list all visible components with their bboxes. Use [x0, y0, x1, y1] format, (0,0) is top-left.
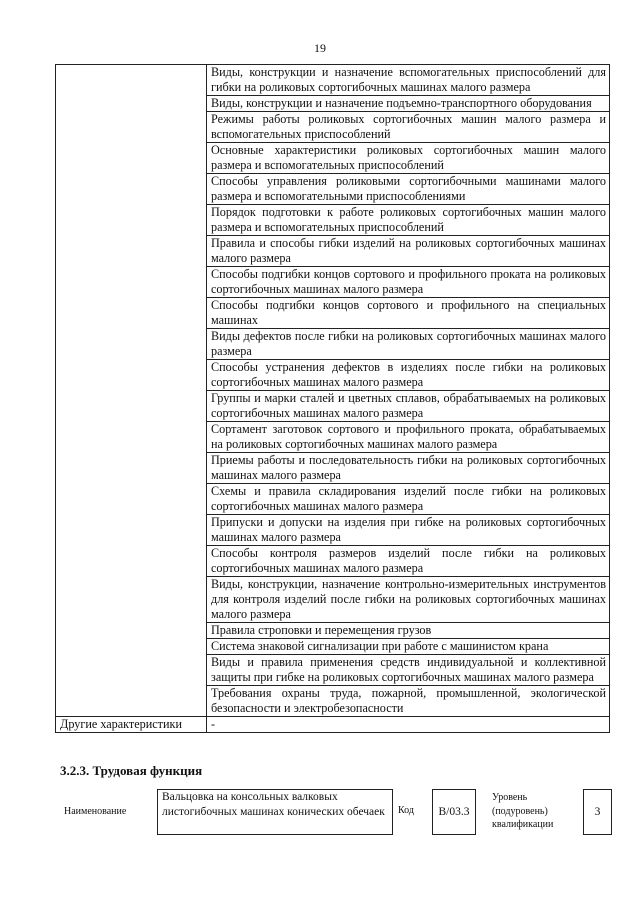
knowledge-item: Виды, конструкции и назначение вспомогательных приспособлений для гибки на роликовых сортогибочных машинах малого размера: [207, 65, 610, 96]
qualification-level-label: Уровень (подуровень) квалификации: [492, 792, 554, 830]
function-name-box: Вальцовка на консольных валковых листогибочных машинах конических обечаек: [157, 789, 393, 835]
knowledge-item: Порядок подготовки к работе роликовых сортогибочных машин малого размера и вспомогательных приспособлений: [207, 205, 610, 236]
other-characteristics-value: -: [207, 717, 610, 733]
knowledge-item: Способы подгибки концов сортового и профильного проката на роликовых сортогибочных машинах малого размера: [207, 267, 610, 298]
knowledge-item: Способы управления роликовыми сортогибочными машинами малого размера и вспомогательными приспособлениями: [207, 174, 610, 205]
knowledge-item: Режимы работы роликовых сортогибочных машин малого размера и вспомогательных приспособлений: [207, 112, 610, 143]
requirements-table: [55, 64, 610, 733]
knowledge-item: Виды, конструкции и назначение подъемно-транспортного оборудования: [207, 96, 610, 112]
knowledge-item: Схемы и правила складирования изделий после гибки на роликовых сортогибочных машинах малого размера: [207, 484, 610, 515]
page-number: 19: [314, 41, 326, 55]
code-label: Код: [398, 805, 414, 816]
knowledge-item: Сортамент заготовок сортового и профильного проката, обрабатываемых на роликовых сортогибочных машинах малого размера: [207, 422, 610, 453]
table-row: [56, 65, 610, 96]
knowledge-item: Основные характеристики роликовых сортогибочных машин малого размера и вспомогательных приспособлений: [207, 143, 610, 174]
knowledge-item: Система знаковой сигнализации при работе с машинистом крана: [207, 639, 610, 655]
knowledge-item: Припуски и допуски на изделия при гибке на роликовых сортогибочных машинах малого размера: [207, 515, 610, 546]
label-cell: [56, 65, 207, 717]
name-label: Наименование: [64, 806, 127, 817]
section-heading: 3.2.3. Трудовая функция: [60, 763, 203, 778]
other-characteristics-row: [56, 717, 610, 733]
other-characteristics-label: Другие характеристики: [56, 717, 207, 733]
knowledge-item: Приемы работы и последовательность гибки на роликовых сортогибочных машинах малого размера: [207, 453, 610, 484]
knowledge-item: Виды дефектов после гибки на роликовых сортогибочных машинах малого размера: [207, 329, 610, 360]
knowledge-item: Способы контроля размеров изделий после гибки на роликовых сортогибочных машинах малого размера: [207, 546, 610, 577]
knowledge-item: Способы устранения дефектов в изделиях после гибки на роликовых сортогибочных машинах малого размера: [207, 360, 610, 391]
function-code-box: В/03.3: [432, 789, 476, 835]
knowledge-item: Виды и правила применения средств индивидуальной и коллективной защиты при гибке на роликовых сортогибочных машинах малого размера: [207, 655, 610, 686]
knowledge-item: Способы подгибки концов сортового и профильного на специальных машинах: [207, 298, 610, 329]
knowledge-item: Виды, конструкции, назначение контрольно-измерительных инструментов для контроля изделий после гибки на роликовых сортогибочных машинах малого размера: [207, 577, 610, 623]
knowledge-item: Правила и способы гибки изделий на роликовых сортогибочных машинах малого размера: [207, 236, 610, 267]
knowledge-item: Правила строповки и перемещения грузов: [207, 623, 610, 639]
requirements-table-body: [56, 65, 610, 733]
qualification-level-box: 3: [583, 789, 612, 835]
knowledge-item: Группы и марки сталей и цветных сплавов, обрабатываемых на роликовых сортогибочных машинах малого размера: [207, 391, 610, 422]
knowledge-item: Требования охраны труда, пожарной, промышленной, экологической безопасности и электробезопасности: [207, 686, 610, 717]
